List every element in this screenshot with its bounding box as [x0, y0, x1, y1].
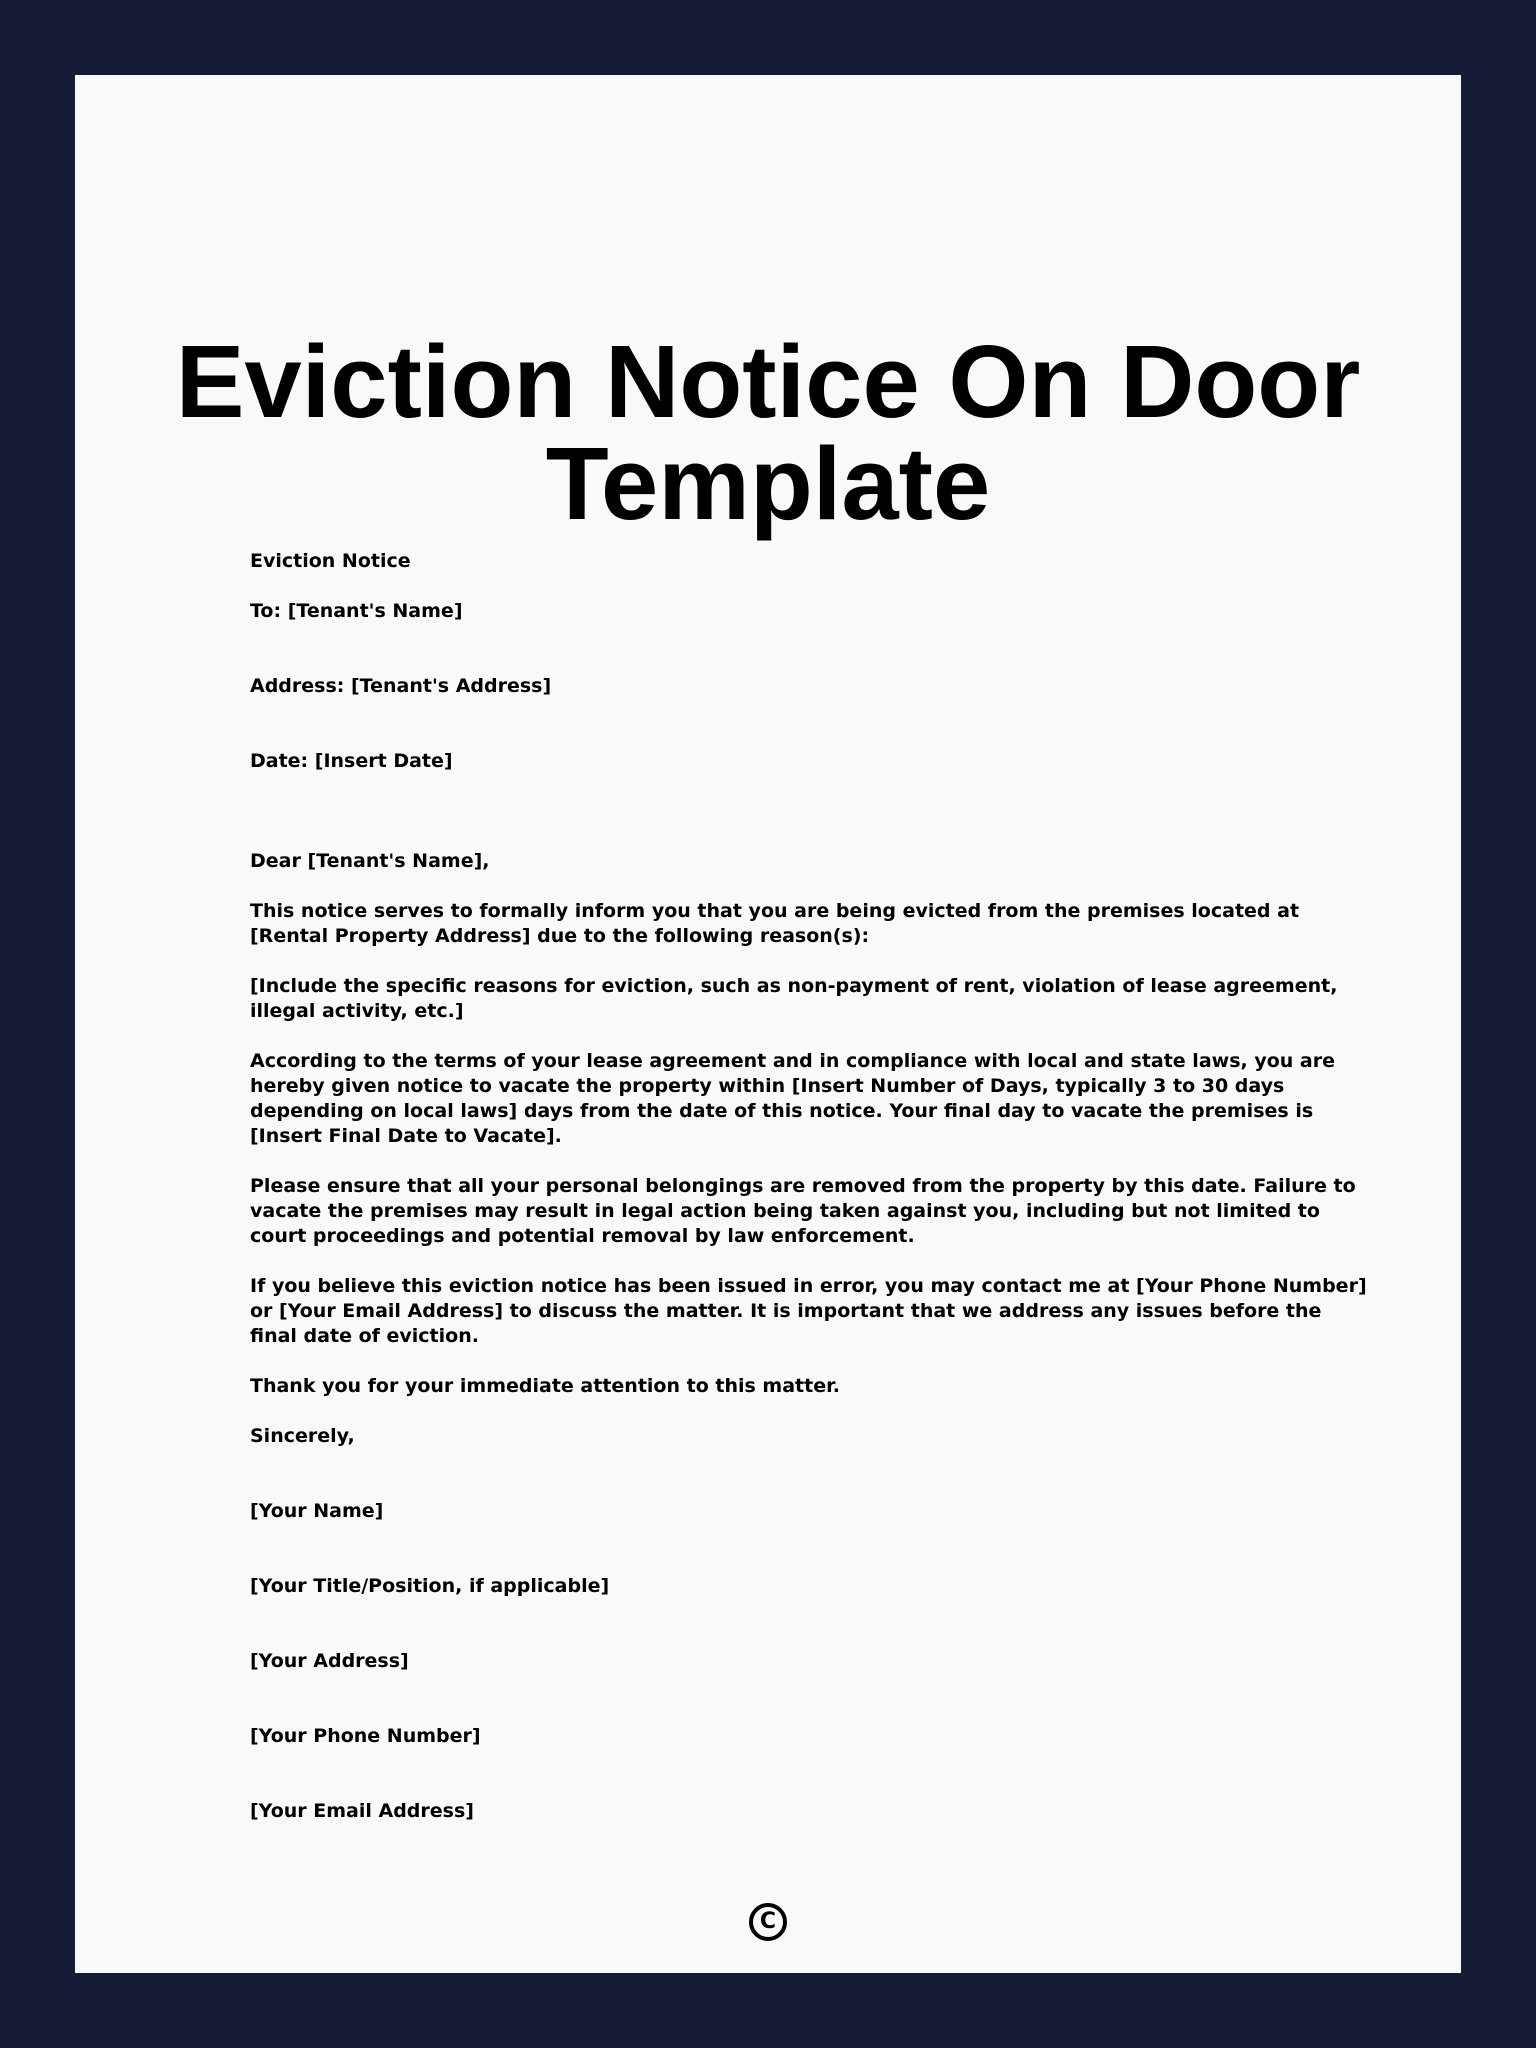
paragraph-contact: If you believe this eviction notice has been issued in error, you may contact me at [Your Phone Number] or [Your Email Address] to discuss the matter. It is important that we address any issues before the final date of eviction.: [250, 1275, 1367, 1347]
letter-body: [250, 549, 1370, 1824]
address-line: Address: [Tenant's Address]: [250, 675, 552, 697]
paragraph-thanks: Thank you for your immediate attention to this matter.: [250, 1375, 840, 1397]
closing-line: Sincerely,: [250, 1425, 355, 1447]
paragraph-reason: This notice serves to formally inform you that you are being evicted from the premises located at [Rental Property Address] due to the following reason(s):: [250, 900, 1300, 947]
signature-address: [Your Address]: [250, 1650, 409, 1672]
paragraph-belongings: Please ensure that all your personal belongings are removed from the property by this date. Failure to vacate the premises may result in legal action being taken against you, including but not limited to court proceedings and potential removal by law enforcement.: [250, 1175, 1356, 1247]
paragraph-terms: According to the terms of your lease agreement and in compliance with local and state laws, you are hereby given notice to vacate the property within [Insert Number of Days, typically 3 to 30 days depending on local laws] days from the date of this notice. Your final day to vacate the premises is [Insert Final Date to Vacate].: [250, 1050, 1335, 1147]
signature-name: [Your Name]: [250, 1500, 384, 1522]
document-page: [75, 75, 1461, 1973]
letter-heading: Eviction Notice: [250, 550, 411, 572]
signature-email: [Your Email Address]: [250, 1800, 474, 1822]
document-title: Eviction Notice On Door Template: [175, 324, 1361, 541]
copyright-mark: [75, 1893, 1461, 1941]
date-line: Date: [Insert Date]: [250, 750, 453, 772]
salutation: Dear [Tenant's Name],: [250, 850, 490, 872]
paragraph-specifics: [Include the specific reasons for eviction, such as non-payment of rent, violation of lease agreement, illegal activity, etc.]: [250, 975, 1338, 1022]
copyright-icon: C: [749, 1903, 787, 1941]
recipient-line: To: [Tenant's Name]: [250, 600, 463, 622]
signature-title: [Your Title/Position, if applicable]: [250, 1575, 610, 1597]
signature-phone: [Your Phone Number]: [250, 1725, 481, 1747]
